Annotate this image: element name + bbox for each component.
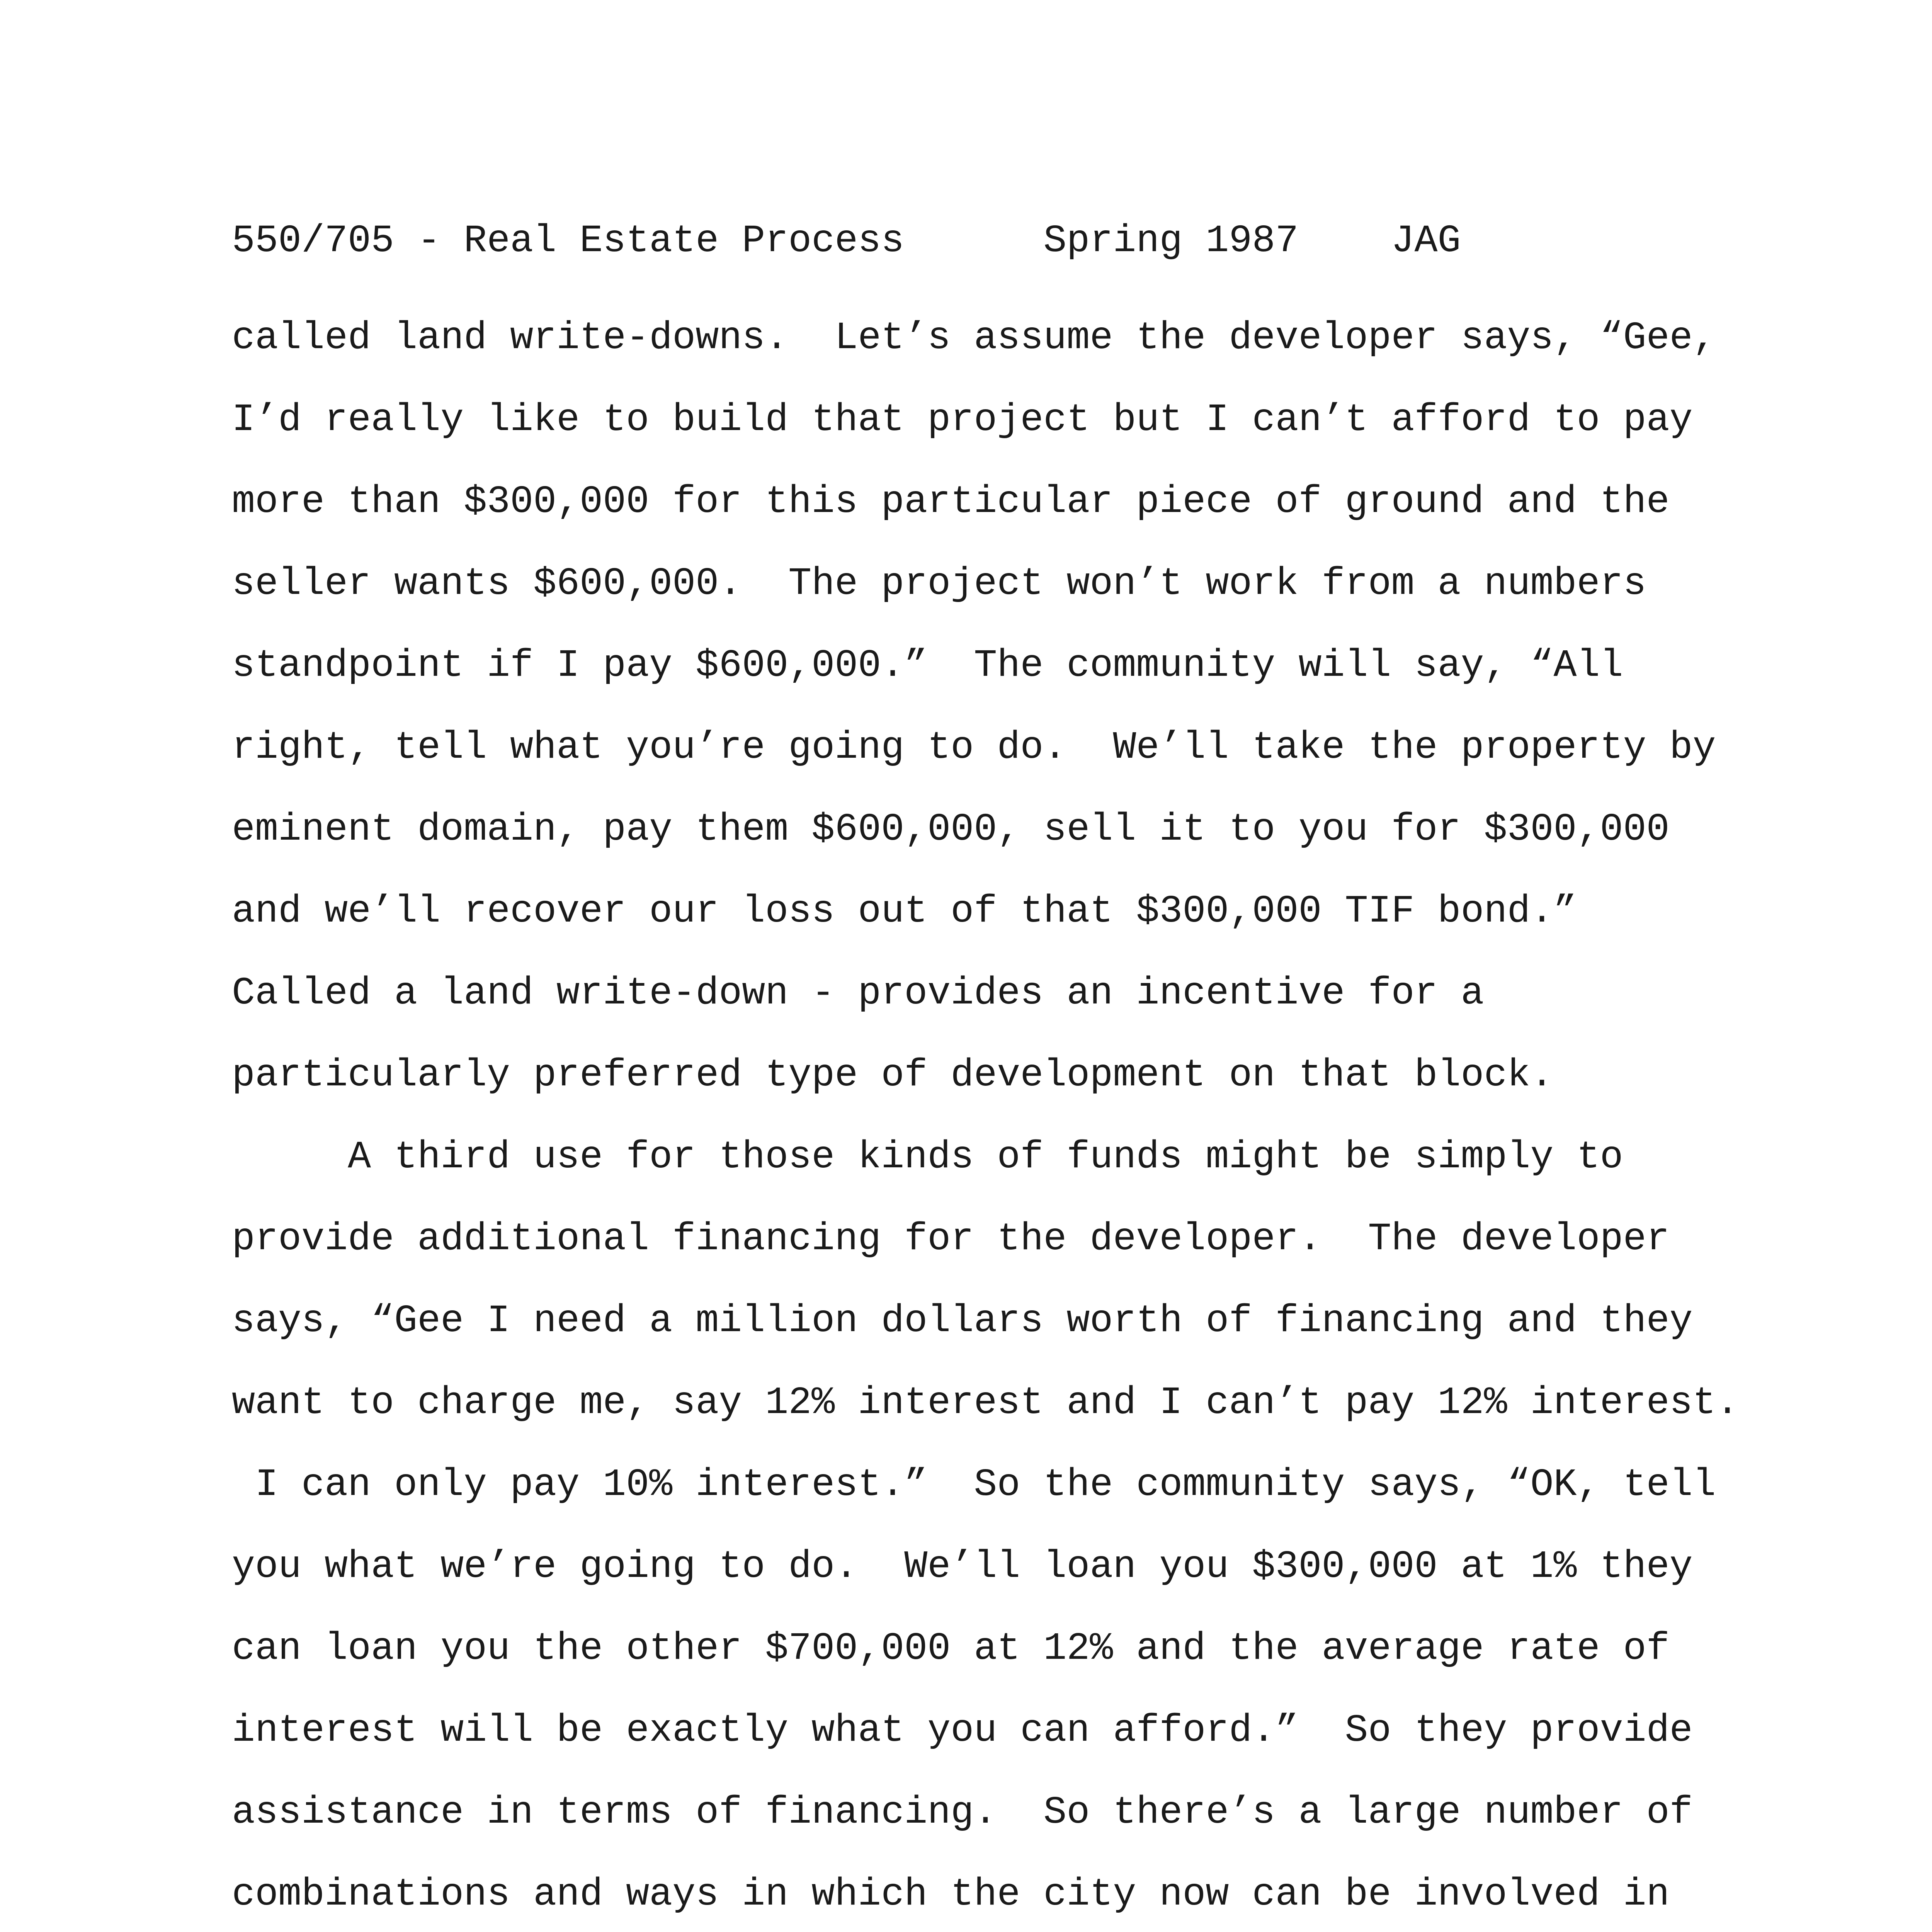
text-line: right, tell what you’re going to do. We’ll take the property by bbox=[232, 726, 1716, 770]
text-line: and we’ll recover our loss out of that $300,000 TIF bond.” bbox=[232, 890, 1577, 934]
page-header: 550/705 - Real Estate Process Spring 1987 JAG bbox=[232, 219, 1461, 263]
text-line: particularly preferred type of development on that block. bbox=[232, 1054, 1554, 1097]
text-line: eminent domain, pay them $600,000, sell it to you for $300,000 bbox=[232, 808, 1670, 852]
text-line: interest will be exactly what you can afford.” So they provide bbox=[232, 1709, 1693, 1753]
text-line: you what we’re going to do. We’ll loan you $300,000 at 1% they bbox=[232, 1545, 1693, 1589]
text-line: provide additional financing for the developer. The developer bbox=[232, 1218, 1670, 1261]
text-line: I can only pay 10% interest.” So the community says, “OK, tell bbox=[232, 1463, 1716, 1507]
text-line: seller wants $600,000. The project won’t work from a numbers bbox=[232, 562, 1646, 606]
text-line: standpoint if I pay $600,000.” The community will say, “All bbox=[232, 644, 1623, 688]
text-line: combinations and ways in which the city now can be involved in bbox=[232, 1873, 1670, 1917]
text-line: assistance in terms of financing. So there’s a large number of bbox=[232, 1791, 1693, 1835]
text-line: says, “Gee I need a million dollars worth of financing and they bbox=[232, 1299, 1693, 1343]
text-line: A third use for those kinds of funds might be simply to bbox=[232, 1136, 1623, 1179]
body-text bbox=[232, 298, 1739, 1932]
text-line: called land write-downs. Let’s assume the developer says, “Gee, bbox=[232, 316, 1716, 360]
text-line: more than $300,000 for this particular piece of ground and the bbox=[232, 480, 1670, 524]
text-line: can loan you the other $700,000 at 12% and the average rate of bbox=[232, 1627, 1670, 1671]
text-line: Called a land write-down - provides an incentive for a bbox=[232, 972, 1484, 1015]
text-line: I’d really like to build that project but I can’t afford to pay bbox=[232, 398, 1693, 442]
text-line: want to charge me, say 12% interest and I can’t pay 12% interest. bbox=[232, 1381, 1739, 1425]
